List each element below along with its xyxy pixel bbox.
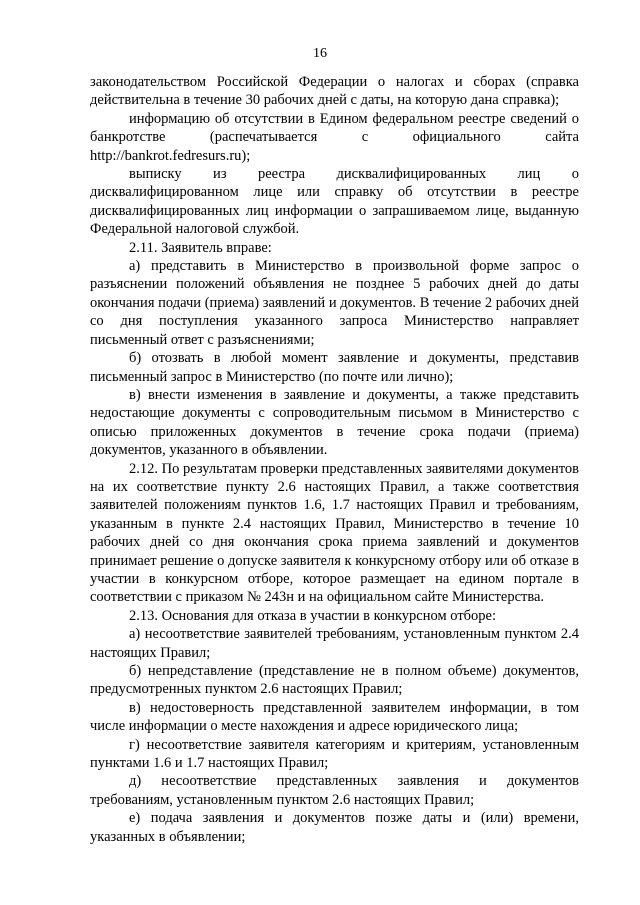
paragraph-2-13-e: е) подача заявления и документов позже даты и (или) времени, указанных в объявлении; [90, 810, 579, 845]
paragraph-2-13-heading: 2.13. Основания для отказа в участии в конкурсном отборе: [129, 607, 497, 624]
paragraph-disqualified-extract: выписку из реестра дисквалифицированных лиц о дисквалифицированном лице или справку об отсутствии в реестре дисквалифицированных лиц информации о запрашиваемом лице, выданную Федеральной налоговой службой. [90, 166, 579, 238]
page-number: 16 [313, 46, 327, 61]
paragraph-continuation: законодательством Российской Федерации о налогах и сборах (справка действительна в течение 30 рабочих дней с даты, на которую дана справка); [90, 74, 579, 109]
paragraph-2-12: 2.12. По результатам проверки представленных заявителями документов на их соответствие пункту 2.6 настоящих Правил, а также соответствия заявителей положениям пунктов 1.6, 1.7 настоящих Правил и требованиям, указанным в пункте 2.4 настоящих Правил, Министерство в течение 10 рабочих дней со дня окончания срока приема заявлений и документов принимает решение о допуске заявителя к конкурсному отбору или об отказе в участии в конкурсном отборе, которое размещает на едином портале в соответствии с приказом № 243н и на официальном сайте Министерства. [90, 460, 579, 606]
paragraph-2-13-a: а) несоответствие заявителей требованиям, установленным пунктом 2.4 настоящих Правил; [90, 626, 579, 661]
paragraph-2-11-v: в) внести изменения в заявление и документы, а также представить недостающие документы с сопроводительным письмом в Министерство с описью приложенных документов в течение срока подачи (приема) документов, указанного в объявлении. [90, 386, 579, 459]
paragraph-2-13-g: г) несоответствие заявителя категориям и критериям, установленным пунктами 1.6 и 1.7 настоящих Правил; [90, 736, 579, 772]
document-body [90, 73, 579, 846]
paragraph-2-13-v: в) недостоверность представленной заявителем информации, в том числе информации о месте нахождения и адресе юридического лица; [90, 699, 579, 735]
paragraph-2-11-a: а) представить в Министерство в произвольной форме запрос о разъяснении положений объявления не позднее 5 рабочих дней до даты окончания подачи (приема) заявлений и документов. В течение 2 рабочих дней со дня поступления указанного запроса Министерство направляет письменный ответ с разъяснениями; [90, 258, 579, 348]
paragraph-2-11-heading: 2.11. Заявитель вправе: [129, 239, 272, 256]
paragraph-2-13-d: д) несоответствие представленных заявления и документов требованиям, установленным пунктом 2.6 настоящих Правил; [90, 773, 579, 808]
paragraph-bankruptcy-info: информацию об отсутствии в Едином федеральном реестре сведений о банкротстве (распечатывается с официального сайта http://bankrot.fedresurs.ru); [90, 110, 579, 164]
paragraph-2-11-b: б) отозвать в любой момент заявление и документы, представив письменный запрос в Министерство (по почте или лично); [90, 350, 579, 385]
paragraph-2-13-b: б) непредставление (представление не в полном объеме) документов, предусмотренных пунктом 2.6 настоящих Правил; [90, 663, 579, 698]
